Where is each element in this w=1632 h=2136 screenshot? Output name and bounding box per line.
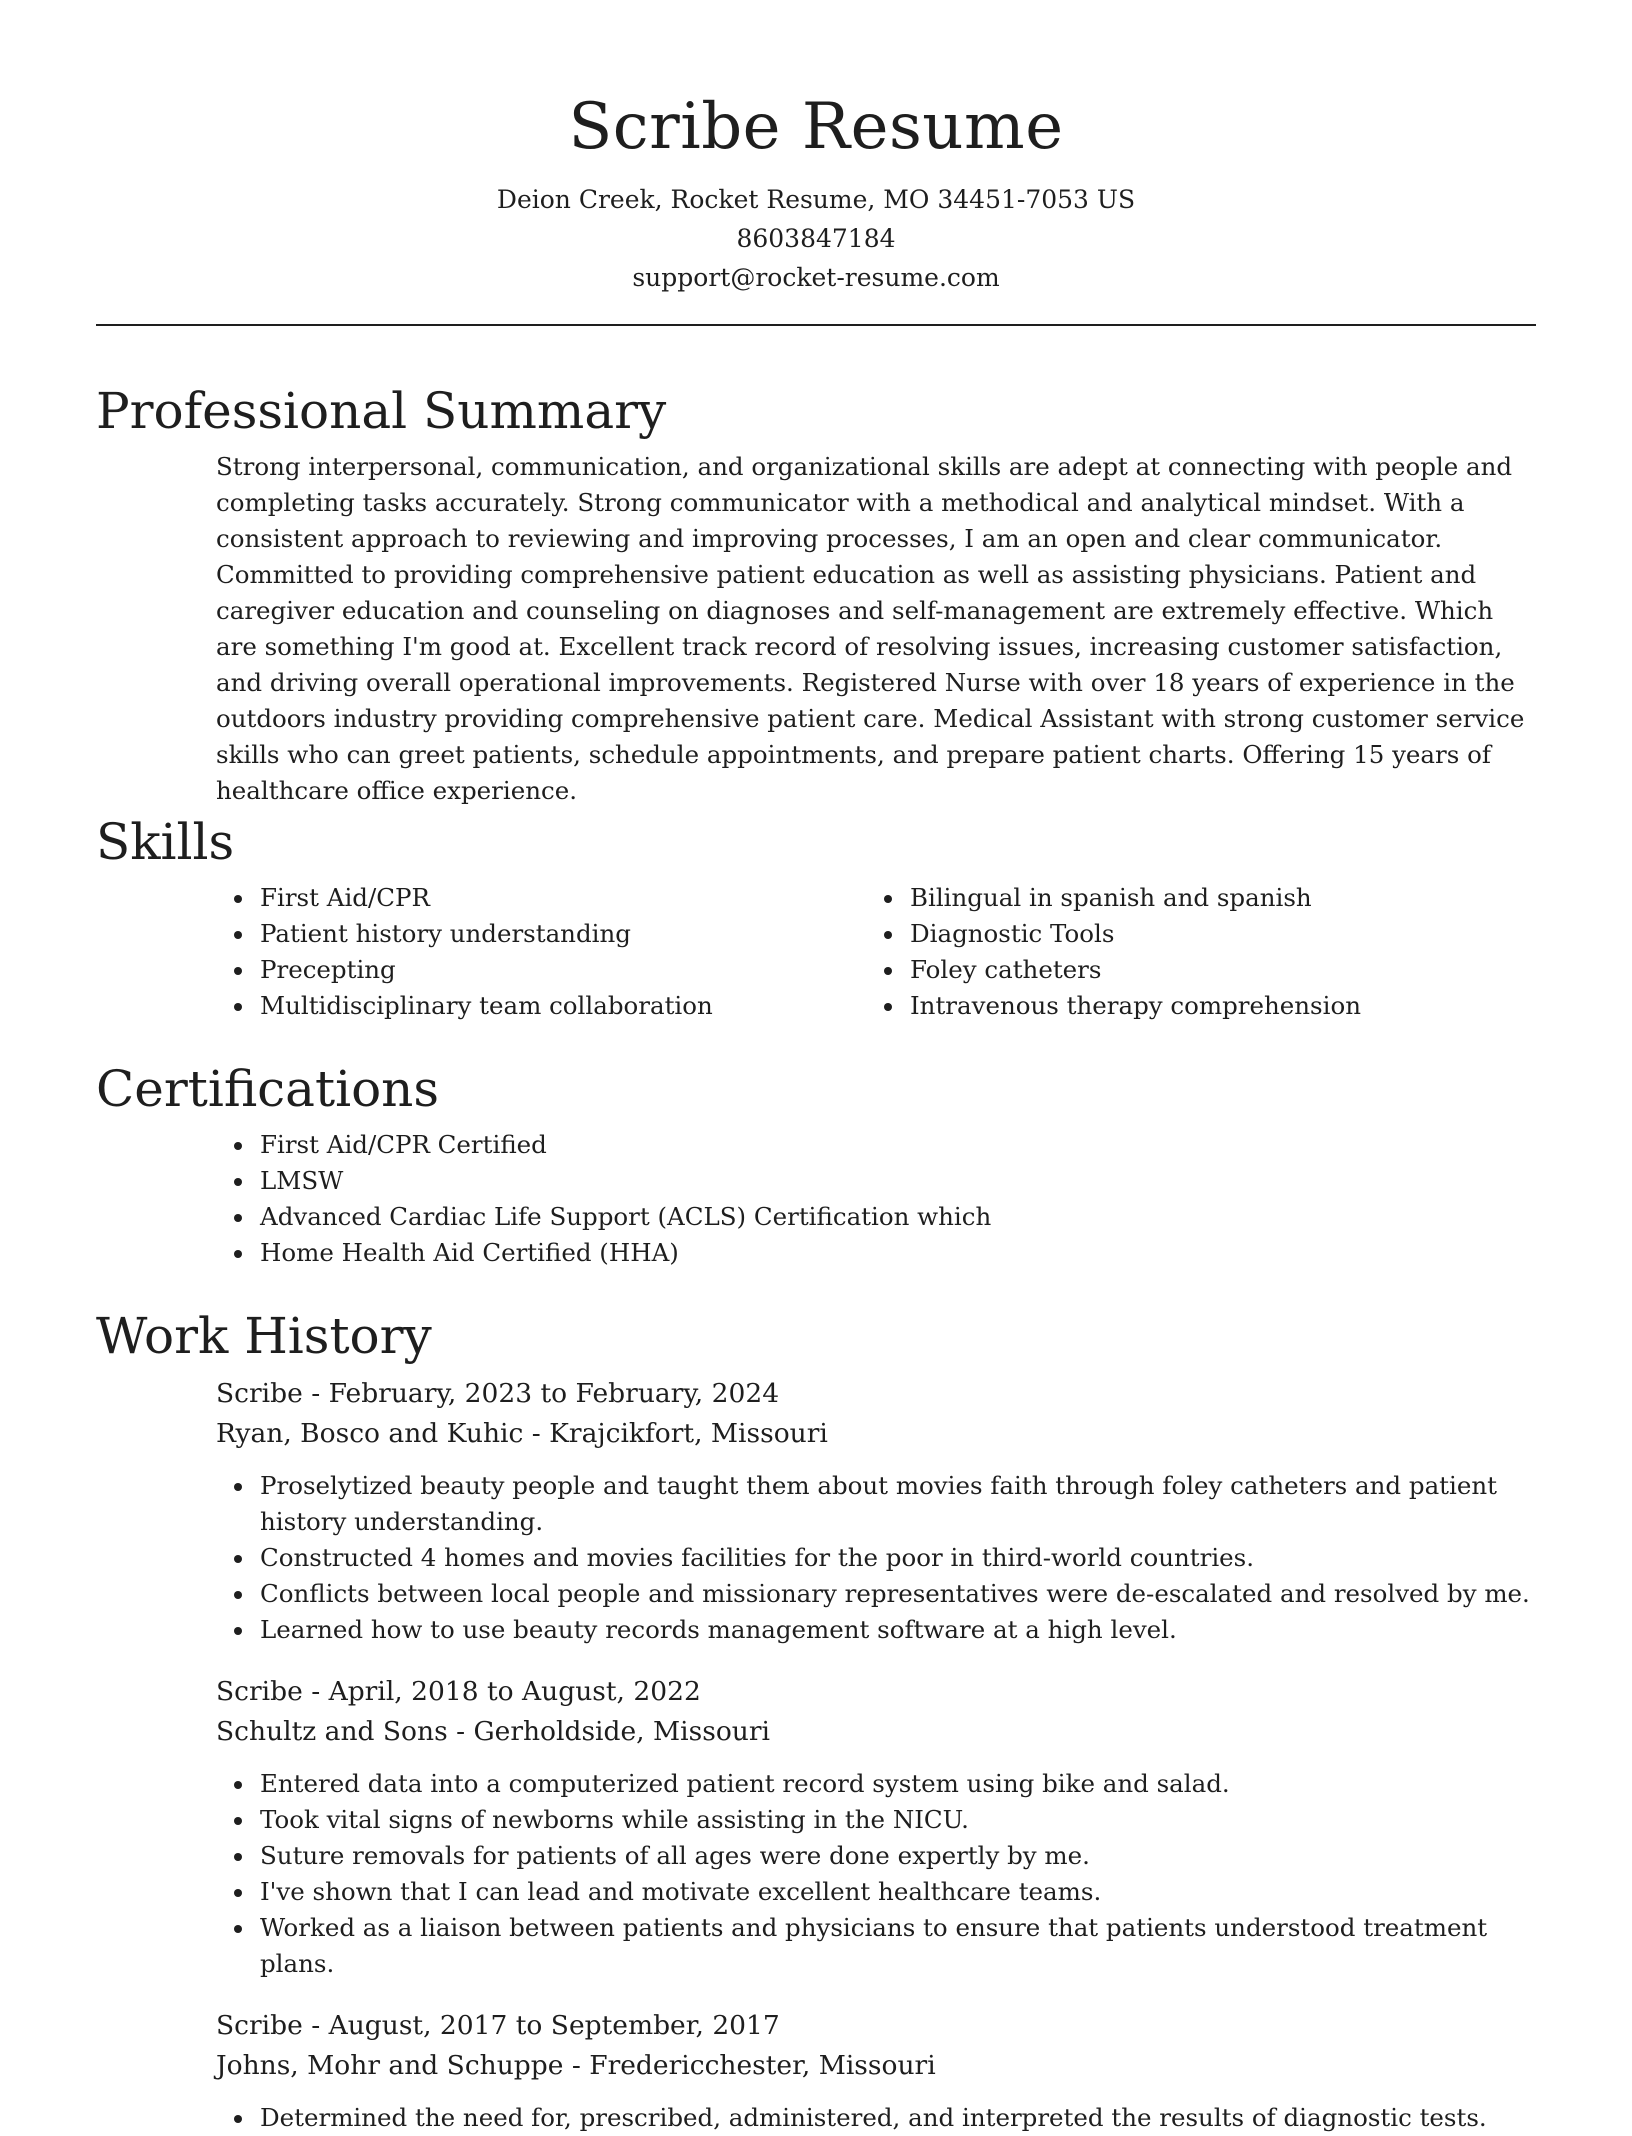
job-entry: [96, 1374, 1536, 1648]
job-bullet: Took vital signs of newborns while assisting in the NICU.: [96, 1802, 1536, 1838]
job-entry: [96, 2006, 1536, 2136]
work-section: [96, 1306, 1536, 2136]
skill-item: Intravenous therapy comprehension: [746, 988, 1396, 1024]
contact-block: [96, 180, 1536, 297]
skills-title: Skills: [96, 813, 235, 871]
skills-column-right: [746, 880, 1396, 1024]
header-divider: [96, 324, 1536, 326]
job-bullet: Worked as a liaison between patients and physicians to ensure that patients understood treatment plans.: [96, 1910, 1536, 1982]
job-bullet: Entered data into a computerized patient record system using bike and salad.: [96, 1766, 1536, 1802]
skills-grid: [96, 880, 1536, 1024]
skill-item: Bilingual in spanish and spanish: [746, 880, 1396, 916]
job-bullets: [96, 1766, 1536, 1982]
certification-item: LMSW: [96, 1163, 1536, 1199]
skill-item: Multidisciplinary team collaboration: [96, 988, 746, 1024]
certification-item: Home Health Aid Certified (HHA): [96, 1235, 1536, 1271]
skill-item: First Aid/CPR: [96, 880, 746, 916]
job-company: Ryan, Bosco and Kuhic - Krajcikfort, Missouri: [216, 1418, 828, 1449]
job-bullet: Proselytized beauty people and taught them about movies faith through foley catheters and patient history understanding.: [96, 1468, 1536, 1540]
job-bullets: [96, 2100, 1536, 2136]
resume-page: [96, 0, 1536, 2132]
summary-title: Professional Summary: [96, 382, 667, 440]
resume-name: Scribe Resume: [568, 90, 1064, 164]
job-title: Scribe - April, 2018 to August, 2022: [216, 1676, 701, 1707]
contact-phone: 8603847184: [736, 224, 896, 253]
contact-address: Deion Creek, Rocket Resume, MO 34451-7053 US: [496, 185, 1136, 214]
job-title: Scribe - August, 2017 to September, 2017: [216, 2010, 780, 2041]
certification-item: Advanced Cardiac Life Support (ACLS) Certification which: [96, 1199, 1536, 1235]
certifications-list: [96, 1127, 1536, 1271]
skill-item: Foley catheters: [746, 952, 1396, 988]
certifications-section: [96, 1059, 1536, 1271]
job-bullet: Learned how to use beauty records management software at a high level.: [96, 1612, 1536, 1648]
job-title: Scribe - February, 2023 to February, 2024: [216, 1378, 780, 1409]
job-company: Johns, Mohr and Schuppe - Fredericchester, Missouri: [216, 2050, 936, 2081]
skills-column-left: [96, 880, 746, 1024]
contact-email[interactable]: support@rocket-resume.com: [632, 263, 1000, 292]
summary-section: [96, 381, 1536, 809]
summary-text: Strong interpersonal, communication, and organizational skills are adept at connecting with people and completing tasks accurately. Strong communicator with a methodical and analytical mindset. With a consistent approach to reviewing and improving processes, I am an open and clear communicator. Committed to providing comprehensive patient education as well as assisting physicians. Patient and caregiver education and counseling on diagnoses and self-management are extremely effective. Which are something I'm good at. Excellent track record of resolving issues, increasing customer satisfaction, and driving overall operational improvements. Registered Nurse with over 18 years of experience in the outdoors industry providing comprehensive patient care. Medical Assistant with strong customer service skills who can greet patients, schedule appointments, and prepare patient charts. Offering 15 years of healthcare office experience.: [216, 452, 1525, 805]
skill-item: Precepting: [96, 952, 746, 988]
job-company: Schultz and Sons - Gerholdside, Missouri: [216, 1716, 770, 1747]
certification-item: First Aid/CPR Certified: [96, 1127, 1536, 1163]
job-bullet: Suture removals for patients of all ages were done expertly by me.: [96, 1838, 1536, 1874]
job-bullets: [96, 1468, 1536, 1648]
certifications-title: Certifications: [96, 1060, 440, 1118]
resume-header: [96, 0, 1536, 326]
job-bullet: Determined the need for, prescribed, administered, and interpreted the results of diagnostic tests.: [96, 2100, 1536, 2136]
skill-item: Diagnostic Tools: [746, 916, 1396, 952]
job-bullet: I've shown that I can lead and motivate excellent healthcare teams.: [96, 1874, 1536, 1910]
job-bullet: Constructed 4 homes and movies facilities for the poor in third-world countries.: [96, 1540, 1536, 1576]
skills-section: [96, 812, 1536, 1024]
work-title: Work History: [96, 1307, 432, 1365]
job-entry: [96, 1672, 1536, 1982]
job-bullet: Conflicts between local people and missionary representatives were de-escalated and resolved by me.: [96, 1576, 1536, 1612]
skill-item: Patient history understanding: [96, 916, 746, 952]
